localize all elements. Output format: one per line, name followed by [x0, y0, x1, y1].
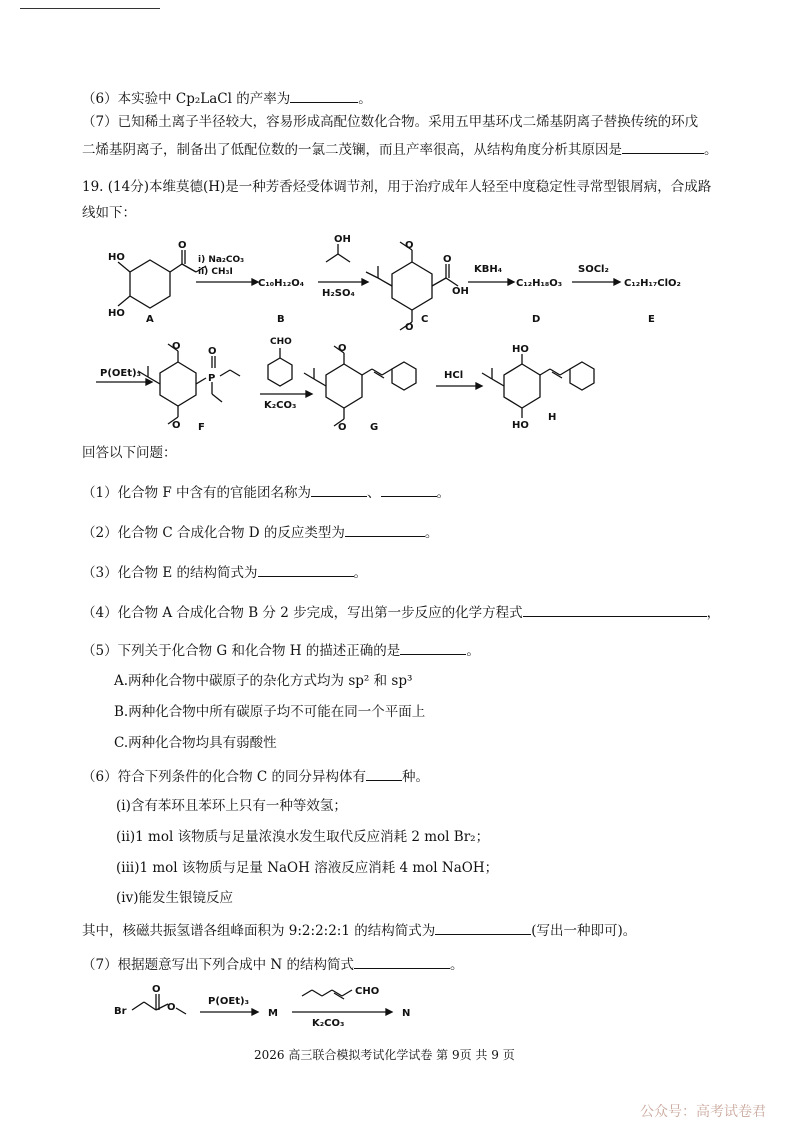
- atom-cho-benz: CHO: [270, 337, 292, 347]
- answer-blank: [354, 954, 450, 969]
- compound-a-structure: [118, 250, 206, 308]
- nmr-text: 其中，核磁共振氢谱各组峰面积为 9:2:2:2:1 的结构简式为: [82, 923, 436, 939]
- atom-ho-a2: HO: [108, 308, 125, 319]
- reagent-ef: P(OEt)₃: [100, 368, 141, 379]
- sub1-sep: 、: [367, 485, 381, 501]
- atom-o-a: O: [178, 240, 187, 251]
- label-e: E: [648, 314, 655, 325]
- sub5-text: （5）下列关于化合物 G 和化合物 H 的描述正确的是: [82, 643, 401, 659]
- sub2-text: （2）化合物 C 合成化合物 D 的反应类型为: [82, 525, 345, 541]
- watermark: 公众号：高考试卷君: [640, 1104, 766, 1120]
- atom-ho-h1: HO: [512, 344, 529, 355]
- atom-o-s2a: O: [152, 984, 161, 995]
- option-c: C.两种化合物均具有弱酸性: [114, 735, 277, 751]
- sub7-text: （7）根据题意写出下列合成中 N 的结构简式: [82, 957, 354, 973]
- q6-prev-line: [82, 88, 372, 108]
- reagent-ab-2: ii) CH₃I: [198, 267, 233, 277]
- answer-intro: 回答以下问题：: [82, 445, 177, 461]
- sub5-line: [82, 640, 480, 660]
- label-d: D: [532, 314, 541, 325]
- label-m: M: [268, 1008, 278, 1019]
- atom-ho-a1: HO: [108, 252, 125, 263]
- reagent-fg-bottom: K₂CO₃: [264, 400, 297, 411]
- end-mark: 。: [466, 643, 480, 659]
- end-mark: 。: [436, 485, 451, 501]
- atom-o-s2b: O: [167, 1002, 176, 1013]
- answer-blank: [366, 766, 402, 781]
- atom-p: P: [208, 373, 216, 384]
- answer-blank: [311, 482, 367, 497]
- option-a: A.两种化合物中碳原子的杂化方式均为 sp² 和 sp³: [114, 673, 413, 689]
- condition-i: (i)含有苯环且苯环上只有一种等效氢；: [116, 798, 347, 814]
- label-c: C: [421, 314, 429, 325]
- formula-b: C₁₀H₁₂O₄: [258, 278, 305, 289]
- q7-prev-text: 二烯基阴离子，制备出了低配位数的一氯二茂镧，而且产率很高，从结构角度分析其原因是: [82, 142, 622, 158]
- atom-o-f3: O: [208, 346, 217, 357]
- nmr-tail: (写出一种即可)。: [531, 923, 637, 939]
- atom-o-c2: O: [405, 322, 414, 333]
- nmr-line: [82, 920, 636, 940]
- answer-blank: [381, 482, 437, 497]
- hexenal-structure: [302, 990, 352, 999]
- compound-g-structure: [304, 346, 416, 426]
- sub6-text: （6）符合下列条件的化合物 C 的同分异构体有: [82, 769, 367, 785]
- q7-prev-line1: （7）已知稀土离子半径较大，容易形成高配位数化合物。采用五甲基环戊二烯基阴离子替换传统的环戊: [82, 114, 699, 130]
- atom-o-c1: O: [405, 240, 414, 251]
- reagent-bc-bottom: H₂SO₄: [322, 288, 355, 299]
- atom-br: Br: [114, 1006, 127, 1017]
- condition-iii: (iii)1 mol 该物质与足量 NaOH 溶液反应消耗 4 mol NaOH；: [116, 860, 499, 876]
- sub2-line: [82, 522, 438, 542]
- answer-blank: [523, 602, 707, 617]
- end-mark: 。: [424, 525, 439, 541]
- label-g: G: [370, 422, 379, 433]
- compound-f-structure: [138, 344, 240, 424]
- answer-blank: [290, 88, 358, 103]
- sub1-line: [82, 482, 450, 502]
- formula-e: C₁₂H₁₇ClO₂: [624, 278, 681, 289]
- answer-blank: [258, 562, 354, 577]
- sub4-text: （4）化合物 A 合成化合物 B 分 2 步完成，写出第一步反应的化学方程式: [82, 605, 523, 621]
- atom-o-g2: O: [338, 422, 347, 433]
- atom-cho-s2: CHO: [355, 986, 380, 997]
- sub6-line: [82, 766, 429, 786]
- answer-blank: [400, 640, 466, 655]
- synthesis-scheme-n: [0, 980, 800, 1040]
- sub4-line: （4）化合物 A 合成化合物 B 分 2 步完成，写出第一步反应的化学方程式 ，: [82, 602, 720, 622]
- isopropanol-structure: [326, 244, 350, 262]
- atom-o-c3: O: [443, 254, 452, 265]
- sub6-tail: 种。: [402, 769, 430, 785]
- sub7-line: [82, 954, 463, 974]
- reagent-s2-2: K₂CO₃: [312, 1018, 345, 1029]
- answer-blank: [345, 522, 425, 537]
- reagent-gh: HCl: [444, 370, 464, 381]
- end-mark: 。: [449, 957, 464, 973]
- atom-ho-h2: HO: [512, 420, 529, 431]
- atom-oh-iso: OH: [334, 234, 351, 245]
- formula-d: C₁₂H₁₈O₃: [516, 278, 563, 289]
- atom-o-g1: O: [338, 343, 347, 354]
- reagent-cd: KBH₄: [474, 264, 503, 275]
- label-f: F: [198, 422, 205, 433]
- atom-o-f2: O: [172, 420, 181, 431]
- end-mark: 。: [353, 565, 368, 581]
- condition-ii: (ii)1 mol 该物质与足量浓溴水发生取代反应消耗 2 mol Br₂；: [116, 829, 490, 845]
- end-mark: 。: [704, 142, 718, 158]
- reagent-ab-1: i) Na₂CO₃: [198, 255, 245, 265]
- option-b: B.两种化合物中所有碳原子均不可能在同一个平面上: [114, 704, 426, 720]
- benzaldehyde-structure: [268, 348, 292, 386]
- answer-blank: [435, 920, 531, 935]
- atom-o-f1: O: [172, 341, 181, 352]
- reagent-de: SOCl₂: [578, 264, 609, 275]
- answer-blank: [622, 139, 704, 154]
- footer: 2026 高三联合模拟考试化学试卷 第 9页 共 9 页: [254, 1048, 515, 1062]
- q19-line2: 线如下：: [82, 205, 136, 221]
- synthesis-scheme: [0, 230, 800, 440]
- sub3-line: [82, 562, 367, 582]
- reagent-s2-1: P(OEt)₃: [208, 996, 249, 1007]
- label-h: H: [548, 412, 557, 423]
- atom-oh-c: OH: [452, 286, 469, 297]
- condition-iv: (iv)能发生银镜反应: [116, 890, 233, 906]
- label-b: B: [277, 314, 285, 325]
- sub3-text: （3）化合物 E 的结构简式为: [82, 565, 258, 581]
- end-mark: 。: [358, 91, 372, 107]
- q19-line1: 19. (14分)本维莫德(H)是一种芳香烃受体调节剂，用于治疗成年人轻至中度稳定性寻常型银屑病，合成路: [82, 179, 712, 195]
- label-n: N: [402, 1008, 411, 1019]
- top-rule: [20, 8, 160, 9]
- compound-h-structure: [482, 354, 594, 418]
- sub1-text: （1）化合物 F 中含有的官能团名称为: [82, 485, 312, 501]
- bromoacetate-structure: [132, 994, 186, 1014]
- q7-prev-line2: [82, 139, 718, 159]
- label-a: A: [146, 314, 154, 325]
- q6-prev-text: （6）本实验中 Cp₂LaCl 的产率为: [82, 91, 291, 107]
